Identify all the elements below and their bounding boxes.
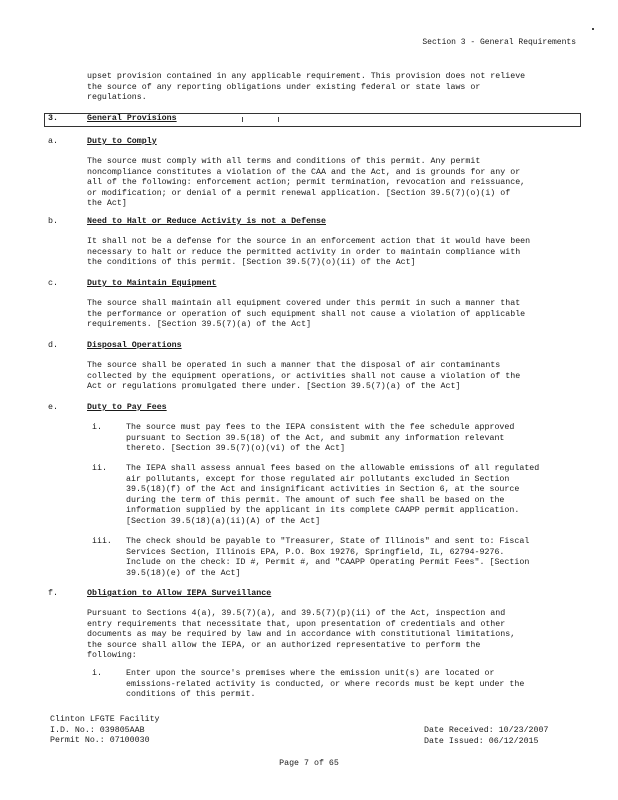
text-line: The source shall be operated in such a manner that the disposal of air contaminants <box>87 361 501 370</box>
text-line: the source of any reporting obligations under existing federal or state laws or <box>87 82 481 92</box>
text-line: regulations. <box>87 93 147 103</box>
scan-speck <box>592 28 594 30</box>
item-paragraph <box>87 157 577 210</box>
text-line: information supplied by the applicant in its complete CAAPP permit application. <box>126 506 520 516</box>
text-line: pursuant to Section 39.5(18) of the Act, and submit any information relevant <box>126 433 505 443</box>
facility-id: I.D. No.: 039805AAB <box>50 725 145 735</box>
subitem-paragraph <box>126 537 578 579</box>
text-line: thereto. [Section 39.5(7)(o)(vi) of the Act] <box>126 444 346 454</box>
text-line: Act or regulations promulgated there under. [Section 39.5(7)(a) of the Act] <box>87 382 461 392</box>
page-header: Section 3 - General Requirements <box>422 38 576 47</box>
text-line: the performance or operation of such equipment shall not cause a violation of applicable <box>87 309 526 319</box>
text-line: the conditions of this permit. [Section 39.5(7)(o)(ii) of the Act] <box>87 258 416 268</box>
subitem-number: ii. <box>92 464 107 473</box>
item-paragraph <box>87 237 577 269</box>
item-title: Duty to Comply <box>87 137 157 146</box>
date-received: Date Received: 10/23/2007 <box>424 726 549 735</box>
item-letter: a. <box>48 137 58 146</box>
permit-number: Permit No.: 07100030 <box>50 736 150 746</box>
text-line: requirements. [Section 39.5(7)(a) of the Act] <box>87 320 312 330</box>
item-letter: b. <box>48 217 58 226</box>
item-paragraph <box>87 361 577 393</box>
text-line: or modification; or denial of a permit renewal application. [Section 39.5(7)(o)(i) of <box>87 188 511 198</box>
subitem-number: i. <box>92 423 102 432</box>
text-line: air pollutants, except for those regulated air pollutants excluded in Section <box>126 474 510 484</box>
text-line: 39.5(18)(f) of the Act and insignificant activities in Section 6, at the source <box>126 485 520 495</box>
text-line: collected by the equipment operations, or activities shall not cause a violation of the <box>87 371 521 381</box>
text-line: noncompliance constitutes a violation of the CAA and the Act, and is grounds for any or <box>87 167 521 177</box>
subitem-number: i. <box>92 669 102 678</box>
item-paragraph <box>87 609 577 662</box>
item-letter: d. <box>48 341 58 350</box>
text-line: Services Section, Illinois EPA, P.O. Box 19276, Springfield, IL, 62794-9276. <box>126 547 505 557</box>
item-title: Disposal Operations <box>87 341 182 350</box>
text-line: It shall not be a defense for the source in an enforcement action that it would have been <box>87 237 531 246</box>
item-paragraph <box>87 299 577 331</box>
text-line: necessary to halt or reduce the permitted activity in order to maintain compliance with <box>87 247 521 257</box>
text-line: The source must comply with all terms and conditions of this permit. Any permit <box>87 157 481 166</box>
section-number: 3. <box>48 114 58 123</box>
scan-speck <box>242 117 243 122</box>
text-line: emissions-related activity is conducted, or where records must be kept under the <box>126 679 525 689</box>
intro-paragraph <box>87 72 577 104</box>
text-line: during the term of this permit. The amount of such fee shall be based on the <box>126 495 505 505</box>
item-title: Duty to Maintain Equipment <box>87 279 217 288</box>
text-line: Pursuant to Sections 4(a), 39.5(7)(a), and 39.5(7)(p)(ii) of the Act, inspection and <box>87 609 506 618</box>
text-line: documents as may be required by law and in accordance with constitutional limitations, <box>87 630 516 640</box>
item-letter: c. <box>48 279 58 288</box>
footer-facility-block <box>50 715 160 747</box>
subitem-number: iii. <box>92 537 112 546</box>
text-line: the Act] <box>87 199 127 209</box>
text-line: following: <box>87 651 137 661</box>
item-title: Obligation to Allow IEPA Surveillance <box>87 589 272 598</box>
text-line: entry requirements that necessitate that, upon presentation of credentials and other <box>87 619 506 629</box>
footer-dates-block <box>424 726 548 747</box>
text-line: The IEPA shall assess annual fees based on the allowable emissions of all regulated <box>126 464 540 473</box>
text-line: all of the following: enforcement action; permit termination, revocation and reissuance, <box>87 178 526 188</box>
date-issued: Date Issued: 06/12/2015 <box>424 736 539 746</box>
text-line: Include on the check: ID #, Permit #, and "CAAPP Operating Permit Fees". [Section <box>126 558 530 568</box>
text-line: The source shall maintain all equipment covered under this permit in such a manner that <box>87 299 521 308</box>
text-line: upset provision contained in any applicable requirement. This provision does not relieve <box>87 72 526 81</box>
item-letter: e. <box>48 403 58 412</box>
text-line: [Section 39.5(18)(a)(ii)(A) of the Act] <box>126 516 321 526</box>
facility-name: Clinton LFGTE Facility <box>50 715 160 724</box>
item-title: Duty to Pay Fees <box>87 403 167 412</box>
item-title: Need to Halt or Reduce Activity is not a Defense <box>87 217 326 226</box>
text-line: 39.5(18)(e) of the Act] <box>126 568 241 578</box>
text-line: The check should be payable to "Treasurer, State of Illinois" and sent to: Fiscal <box>126 537 530 546</box>
scan-speck <box>278 117 279 122</box>
section-title: General Provisions <box>87 114 177 123</box>
item-letter: f. <box>48 589 58 598</box>
text-line: conditions of this permit. <box>126 690 256 700</box>
subitem-paragraph <box>126 669 578 701</box>
text-line: Enter upon the source's premises where the emission unit(s) are located or <box>126 669 495 678</box>
subitem-paragraph <box>126 423 578 455</box>
text-line: the source shall allow the IEPA, or an authorized representative to perform the <box>87 640 481 650</box>
page-number: Page 7 of 65 <box>279 759 339 768</box>
text-line: The source must pay fees to the IEPA consistent with the fee schedule approved <box>126 423 515 432</box>
subitem-paragraph <box>126 464 578 528</box>
